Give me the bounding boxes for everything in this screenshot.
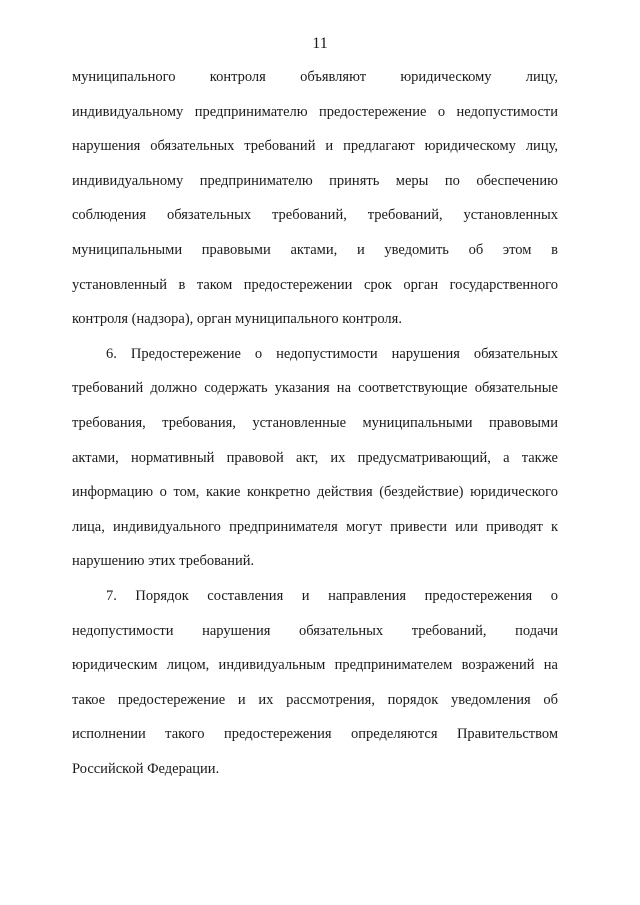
text-line: индивидуальному предпринимателю принять меры по обеспечению — [72, 172, 558, 189]
text-line: контроля (надзора), орган муниципального контроля. — [72, 311, 402, 328]
text-line: индивидуальному предпринимателю предостережение о недопустимости — [72, 103, 558, 120]
text-line: установленный в таком предостережении срок орган государственного — [72, 276, 558, 293]
paragraph-item-6 — [72, 337, 558, 579]
text-line: 7. Порядок составления и направления предостережения о — [106, 587, 558, 604]
text-line: муниципальными правовыми актами, и уведомить об этом в — [72, 241, 558, 258]
text-line: юридическим лицом, индивидуальным предпринимателем возражений на — [72, 657, 558, 674]
text-line: недопустимости нарушения обязательных требований, подачи — [72, 622, 558, 639]
text-line: 6. Предостережение о недопустимости нарушения обязательных — [106, 345, 558, 362]
text-line: лица, индивидуального предпринимателя могут привести или приводят к — [72, 518, 558, 535]
text-line: такое предостережение и их рассмотрения, порядок уведомления об — [72, 691, 558, 708]
text-line: соблюдения обязательных требований, требований, установленных — [72, 207, 558, 224]
text-line: муниципального контроля объявляют юридическому лицу, — [72, 69, 558, 85]
paragraph-item-7 — [72, 579, 558, 787]
text-line: требования, требования, установленные муниципальными правовыми — [72, 414, 558, 431]
text-line: Российской Федерации. — [72, 760, 220, 777]
text-line: нарушению этих требований. — [72, 553, 255, 570]
text-line: актами, нормативный правовой акт, их предусматривающий, а также — [72, 449, 558, 466]
text-line: требований должно содержать указания на соответствующие обязательные — [72, 380, 558, 397]
page-number: 11 — [312, 35, 328, 52]
document-body — [72, 60, 558, 786]
text-line: информацию о том, какие конкретно действия (бездействие) юридического — [72, 484, 558, 501]
text-line: нарушения обязательных требований и предлагают юридическому лицу, — [72, 138, 558, 155]
paragraph-continuation — [72, 60, 558, 337]
text-line: исполнении такого предостережения определяются Правительством — [72, 726, 558, 743]
